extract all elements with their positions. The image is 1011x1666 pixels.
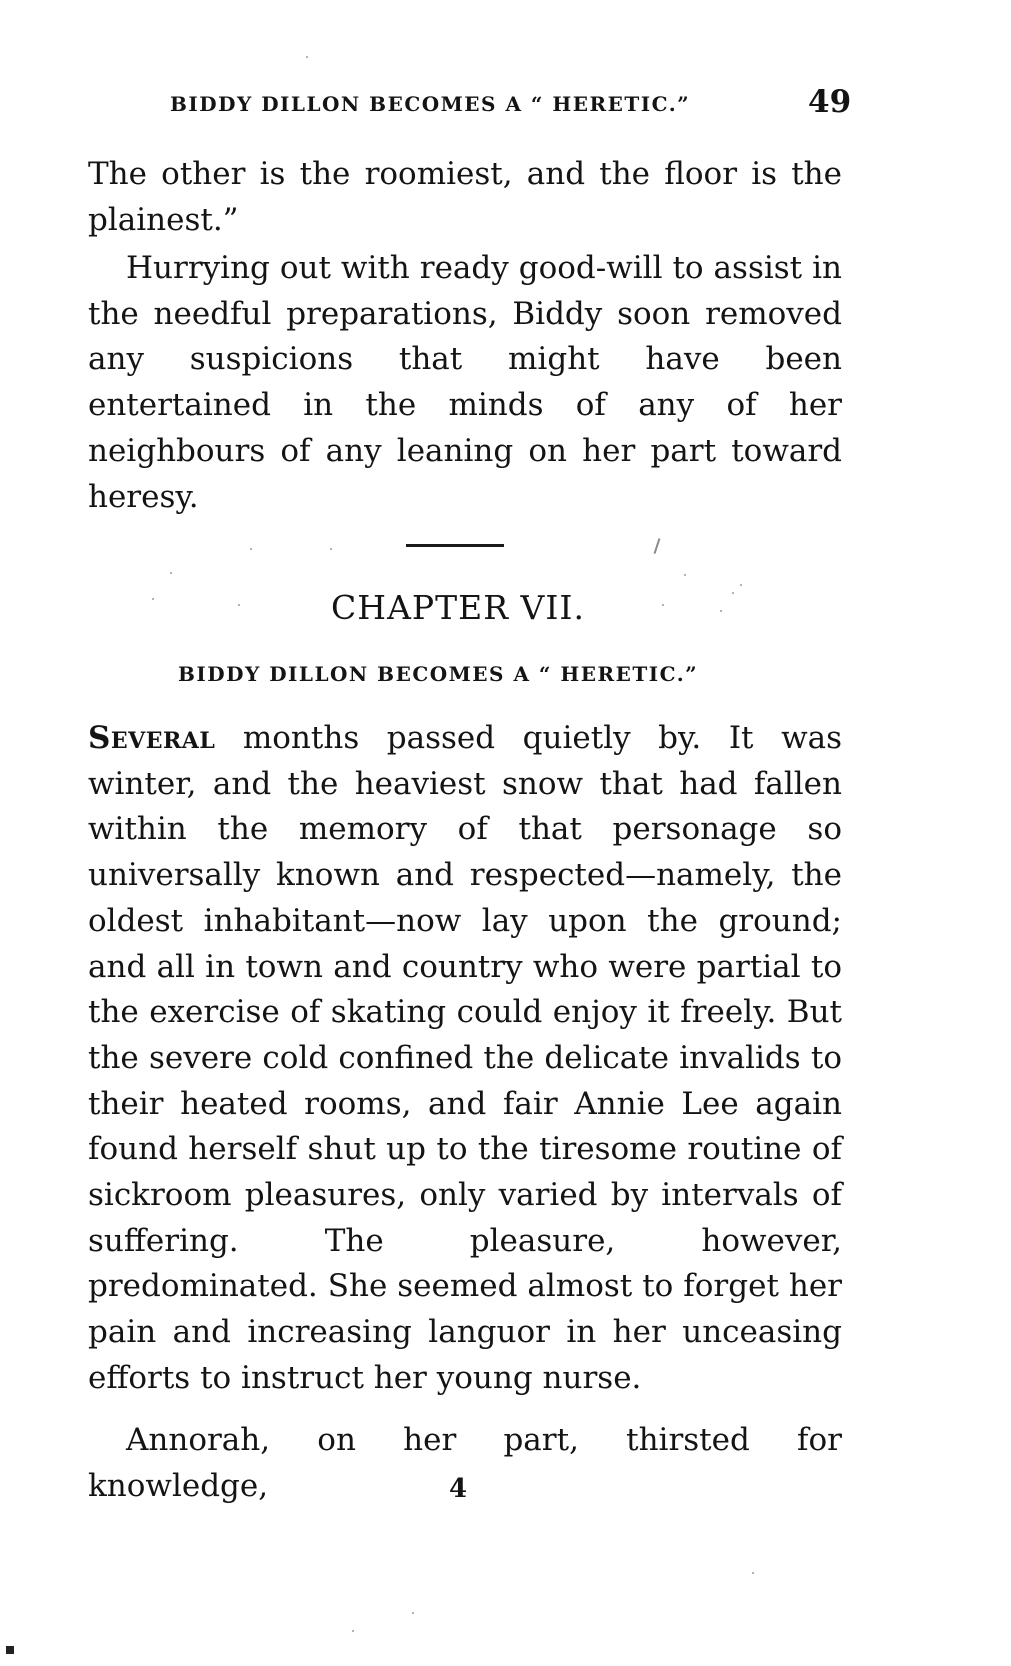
paper-speck xyxy=(330,548,332,550)
paper-speck xyxy=(412,1612,414,1614)
paragraph-chapter-opening xyxy=(88,716,842,1402)
small-caps-lead: Several xyxy=(88,720,216,756)
chapter-subtitle: BIDDY DILLON BECOMES A “ HERETIC.” xyxy=(178,662,699,686)
paragraph-biddy-preparations: Hurrying out with ready good-will to assist in the needful preparations, Biddy soon removed any suspicions that might have been entertained in the minds of any of her neighbours of any leaning on her part toward heresy. xyxy=(88,250,842,515)
signature-mark: 4 xyxy=(449,1474,468,1504)
paper-speck xyxy=(352,1630,354,1632)
paragraph-chapter-opening-text: months passed quietly by. It was winter, and the heaviest snow that had fallen within the memory of that personage so universally known and respected—namely, the oldest inhabitant—now lay upon the ground; and all in town and country who were partial to the exercise of skating could enjoy it freely. But the severe cold confined the delicate invalids to their heated rooms, and fair Annie Lee again found herself shut up to the tiresome routine of sickroom pleasures, only varied by intervals of suffering. The pleasure, however, predominated. She seemed almost to forget her pain and increasing languor in her unceasing efforts to instruct her young nurse. xyxy=(88,720,842,1396)
paper-speck xyxy=(238,604,240,606)
running-head: BIDDY DILLON BECOMES A “ HERETIC.” xyxy=(170,92,691,116)
chapter-heading: CHAPTER VII. xyxy=(331,588,585,627)
paper-speck xyxy=(662,604,664,606)
paper-speck xyxy=(152,598,154,600)
paper-speck xyxy=(720,610,722,612)
paper-speck xyxy=(306,56,308,58)
paper-speck xyxy=(732,592,734,594)
ink-blot xyxy=(6,1646,14,1654)
paper-speck xyxy=(684,574,686,576)
paper-speck xyxy=(752,1572,754,1574)
paragraph-continuation: The other is the roomiest, and the floor is the plainest.” xyxy=(88,156,842,238)
stray-ink-mark xyxy=(654,538,661,554)
paper-speck xyxy=(250,548,252,550)
paper-speck xyxy=(740,584,742,586)
paper-speck xyxy=(170,572,172,574)
page-number: 49 xyxy=(808,84,852,120)
paragraph-annorah: Annorah, on her part, thirsted for knowledge, xyxy=(88,1422,842,1504)
section-divider xyxy=(406,544,504,547)
